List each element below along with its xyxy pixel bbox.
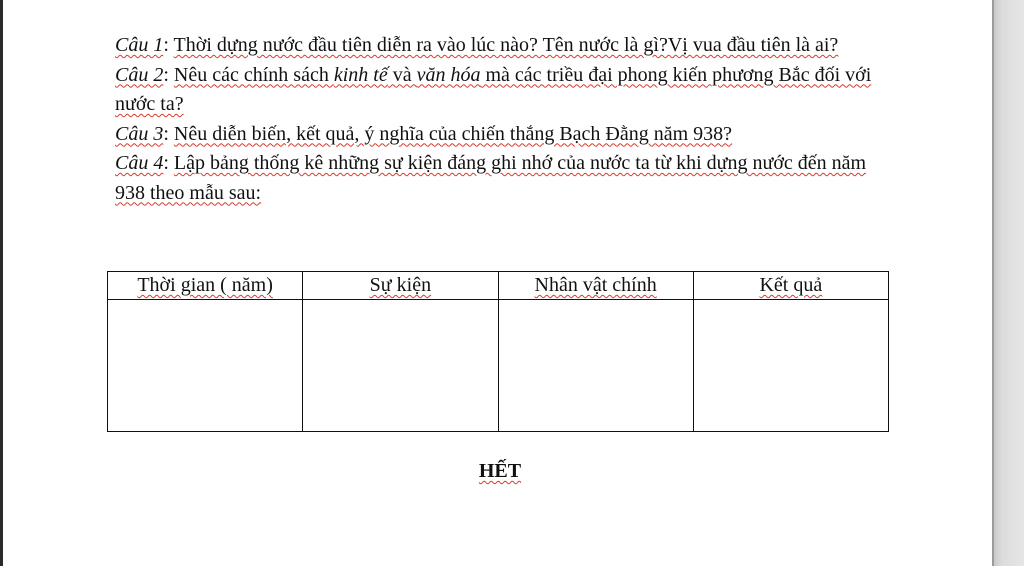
table-header-row [108, 272, 889, 300]
column-header-result: Kết quả [693, 272, 888, 300]
question-label: Câu 4 [115, 152, 164, 174]
column-header-character: Nhân vật chính [498, 272, 693, 300]
question-list [115, 31, 885, 208]
table-cell [693, 300, 888, 432]
question-text: Thời dựng nước đầu tiên diễn ra vào lúc nào? Tên nước là gì?Vị vua đầu tiên là ai? [173, 34, 839, 56]
emphasis-culture: văn hóa [416, 63, 481, 86]
question-label: Câu 2 [115, 63, 164, 86]
table-cell [108, 300, 303, 432]
question-label: Câu 3 [115, 122, 164, 145]
table-cell [498, 300, 693, 432]
question-text: Nêu các chính sách [173, 63, 334, 86]
page-right-shadow [994, 0, 1024, 566]
question-text: Nêu diễn biến, kết quả, ý nghĩa của chiến thắng Bạch Đằng năm 938? [173, 122, 733, 145]
table-row [108, 300, 889, 432]
end-marker: HẾT [478, 460, 522, 482]
question-text: Lập bảng thống kê những sự kiện đáng ghi nhớ của nước ta từ khi dựng nước đến năm 938 theo mẫu sau: [115, 152, 867, 204]
question-2: Câu 2: Nêu các chính sách kinh tế và văn hóa mà các triều đại phong kiến phương Bắc đối với nước ta? [115, 63, 872, 115]
question-label: Câu 1 [115, 34, 164, 56]
question-1: Câu 1: Thời dựng nước đầu tiên diễn ra vào lúc nào? Tên nước là gì?Vị vua đầu tiên là ai? [115, 34, 839, 56]
events-table [107, 271, 889, 432]
column-header-event: Sự kiện [303, 272, 498, 300]
question-4: Câu 4: Lập bảng thống kê những sự kiện đáng ghi nhớ của nước ta từ khi dựng nước đến năm 938 theo mẫu sau: [115, 152, 867, 204]
emphasis-economy: kinh tế [333, 63, 388, 86]
table-cell [303, 300, 498, 432]
question-3: Câu 3: Nêu diễn biến, kết quả, ý nghĩa của chiến thắng Bạch Đằng năm 938? [115, 122, 733, 145]
column-header-time: Thời gian ( năm) [108, 272, 303, 300]
